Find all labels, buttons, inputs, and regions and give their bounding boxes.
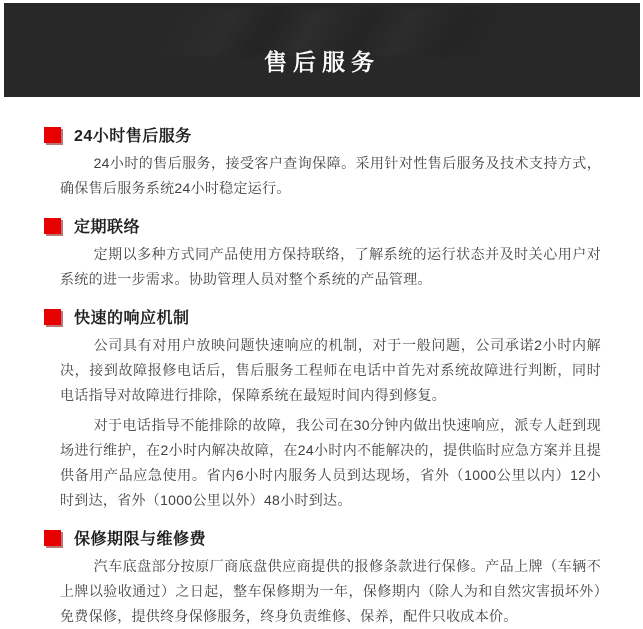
page-title: 售后服务 xyxy=(264,48,380,75)
section-paragraph: 24小时的售后服务，接受客户查询保障。采用针对性售后服务及技术支持方式，确保售后服务系统24小时稳定运行。 xyxy=(60,155,601,196)
red-square-bullet-icon xyxy=(44,530,61,546)
section-regular-contact xyxy=(44,214,601,292)
header-banner xyxy=(4,3,640,97)
section-paragraph: 对于电话指导不能排除的故障，我公司在30分钟内做出快速响应，派专人赶到现场进行维护，在2小时内解决故障，在24小时内不能解决的，提供临时应急方案并且提供备用产品应急使用。省内6小时内服务人员到达现场，省外（1000公里以内）12小时到达，省外（1000公里以外）48小时到达。 xyxy=(60,417,601,508)
section-heading-text: 保修期限与维修费 xyxy=(74,531,207,548)
red-square-bullet-icon xyxy=(44,309,61,325)
section-heading xyxy=(44,214,601,237)
section-heading-text: 定期联络 xyxy=(74,219,141,236)
red-square-bullet-icon xyxy=(44,218,61,234)
section-rapid-response xyxy=(44,305,601,513)
section-heading xyxy=(44,526,601,549)
document-body xyxy=(0,97,643,629)
section-heading-text: 快速的响应机制 xyxy=(74,310,190,327)
watermark xyxy=(161,8,507,56)
section-warranty xyxy=(44,526,601,629)
red-square-bullet-icon xyxy=(44,127,61,143)
section-heading-text: 24小时售后服务 xyxy=(74,128,192,145)
section-paragraph: 汽车底盘部分按原厂商底盘供应商提供的报修条款进行保修。产品上牌（车辆不上牌以验收通过）之日起，整车保修期为一年，保修期内（除人为和自然灾害损坏外）免费保修，提供终身保修服务，终身负责维修、保养，配件只收成本价。 xyxy=(60,558,601,624)
section-paragraph: 公司具有对用户放映问题快速响应的机制，对于一般问题，公司承诺2小时内解决，接到故障报修电话后，售后服务工程师在电话中首先对系统故障进行判断，同时电话指导对故障进行排除，保障系统在最短时间内得到修复。 xyxy=(60,337,601,403)
section-heading xyxy=(44,123,601,146)
section-heading xyxy=(44,305,601,328)
section-24h-service xyxy=(44,123,601,201)
section-paragraph: 定期以多种方式同产品使用方保持联络，了解系统的运行状态并及时关心用户对系统的进一步需求。协助管理人员对整个系统的产品管理。 xyxy=(60,246,601,287)
